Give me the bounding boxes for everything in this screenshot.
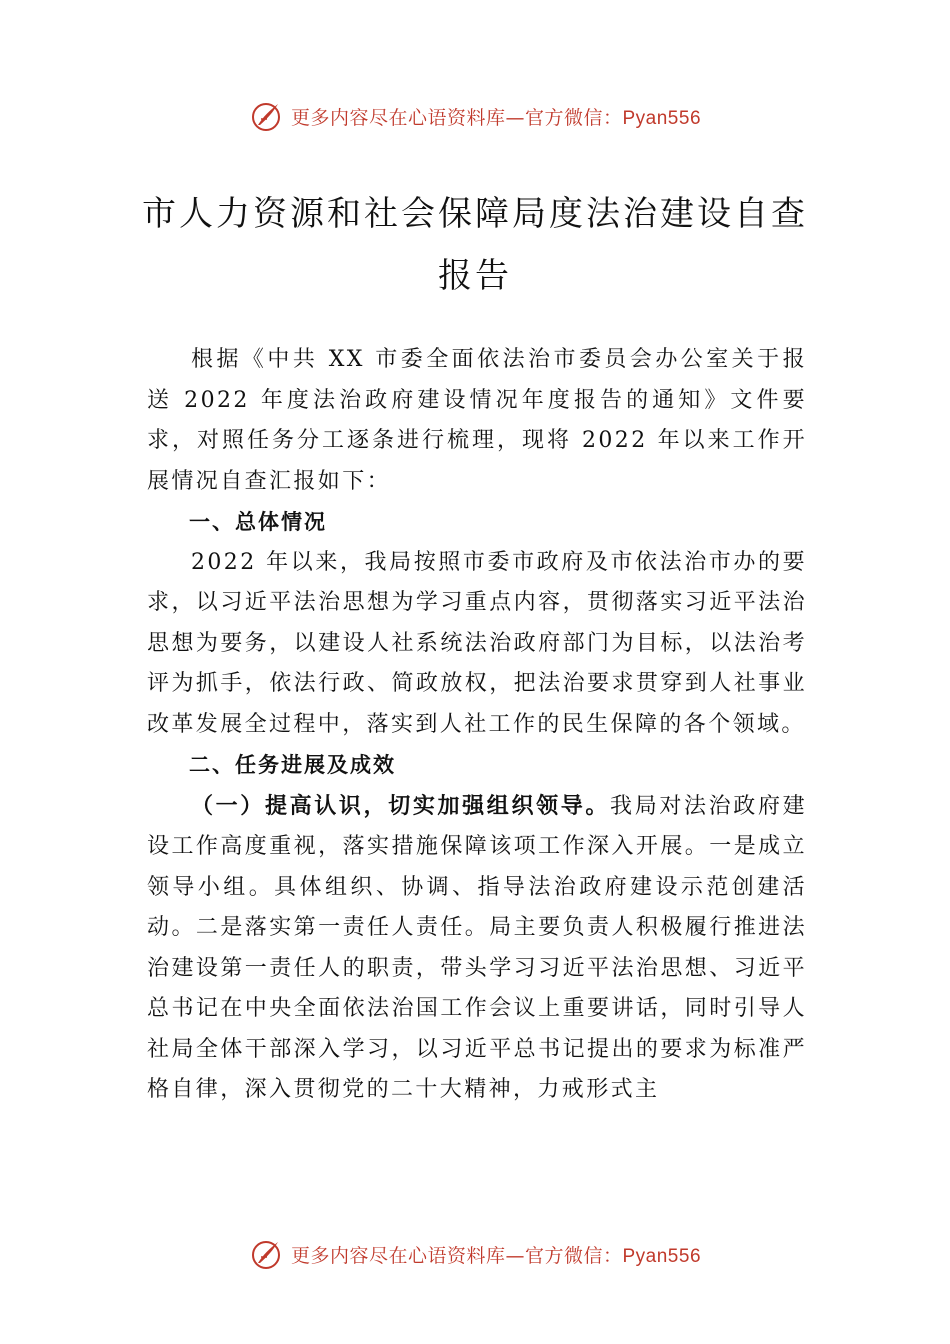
subsection-heading: （一）提高认识，切实加强组织领导。 — [191, 792, 611, 819]
intro-paragraph: 根据《中共 XX 市委全面依法治市委员会办公室关于报送 2022 年度法治政府建设情况年度报告的通知》文件要求，对照任务分工逐条进行梳理，现将 2022 年以来工作开展情况自查汇报如下： — [147, 347, 807, 494]
document-body — [147, 340, 807, 1111]
subsection-body: 我局对法治政府建设工作高度重视，落实措施保障该项工作深入开展。一是成立领导小组。具体组织、协调、指导法治政府建设示范创建活动。二是落实第一责任人责任。局主要负责人积极履行推进法治建设第一责任人的职责，带头学习习近平法治思想、习近平总书记在中央全面依法治国工作会议上重要讲话，同时引导人社局全体干部深入学习，以习近平总书记提出的要求为标准严格自律，深入贯彻党的二十大精神，力戒形式主 — [147, 793, 807, 1102]
progress-paragraph — [147, 786, 807, 1111]
section-heading-progress: 二、任务进展及成效 — [189, 753, 396, 777]
overview-paragraph: 2022 年以来，我局按照市委市政府及市依法治市办的要求，以习近平法治思想为学习重点内容，贯彻落实习近平法治思想为要务，以建设人社系统法治政府部门为目标，以法治考评为抓手，依法行政、简政放权，把法治要求贯穿到人社事业改革发展全过程中，落实到人社工作的民生保障的各个领域。 — [147, 549, 807, 737]
document-title-line1: 市人力资源和社会保障局度法治建设自查 — [142, 194, 808, 234]
watermark-banner-top — [0, 96, 950, 136]
watermark-text: 更多内容尽在心语资料库—官方微信：Pyan556 — [290, 106, 702, 129]
document-title-line2: 报告 — [438, 256, 512, 296]
watermark-text: 更多内容尽在心语资料库—官方微信：Pyan556 — [290, 1244, 702, 1267]
quill-seal-icon — [249, 99, 283, 133]
watermark-banner-bottom — [0, 1234, 950, 1274]
quill-seal-icon — [249, 1237, 283, 1271]
section-heading-overview: 一、总体情况 — [189, 510, 327, 534]
